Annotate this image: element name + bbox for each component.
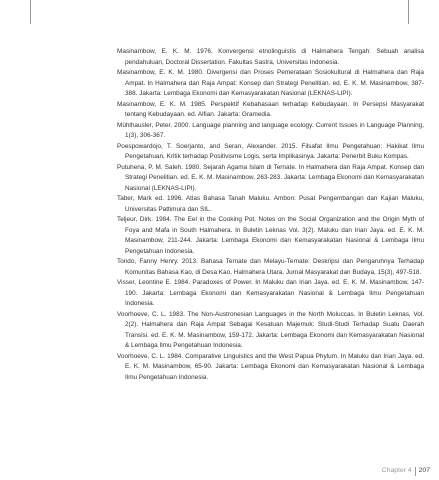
reference-entry: Mühlhausler, Peter. 2000. Language planning and language ecology. Current Issues in Language Planning, 1(3), 306-367. [117, 121, 424, 140]
reference-entry: Visser, Leontine E. 1984. Paradoxes of Power. In Maluku dan Irian Jaya. ed. E. K. M. Masinambow, 147-190. Jakarta: Lembaga Ekonomi dan Kemasyarakatan Nasional & Lembaga Ilmu Pengetahuan Indonesia. [117, 279, 424, 308]
reference-entry: Poespowardojo, T. Soerjanto, and Seran, Alexander. 2015. Filsafat Ilmu Pengetahuan: Hakikat Ilmu Pengetahuan, Kritik terhadap Positivisme Logis, serta Implikasinya. Jakarta: Penerbit Buku Kompas. [117, 142, 424, 161]
reference-entry: Teljeur, Dirk. 1984. The Eel in the Cooking Pot. Notes on the Social Organization and the Origin Myth of Foya and Mafa in South Halmahera. In Buletin Leknas Vol. 3(2). Maluku dan Irian Jaya. ed. E. K. M. Masinambow, 211-244. Jakarta: Lembaga Ekonomi dan Kemasyarakatan Nasional & Lembaga Ilmu Pengetahuan Indonesia. [117, 216, 424, 255]
reference-entry: Taber, Mark ed. 1996. Atlas Bahasa Tanah Maluku. Ambon: Pusat Pengembangan dan Kajian Maluku, Universitas Pattimura dan SIL. [117, 195, 424, 213]
chapter-label: Chapter 4 [381, 467, 412, 474]
reference-entry: Voorhoeve, C. L. 1983. The Non-Austronesian Languages in the North Moluccas. In Buletin Leknas, Vol. 2(2). Halmahera dan Raja Ampat Sebagai Kesatuan Majemuk: Studi-Studi Terhadap Suatu Daerah Transisi. ed. E. K. M. Masinambow, 159-172. Jakarta: Lembaga Ekonomi dan Kemasyarakatan Nasional & Lembaga Ilmu Pengetahuan Indonesia. [117, 310, 424, 350]
reference-entry: Putuhena, P. M. Saleh. 1980. Sejarah Agama Islam di Ternate. In Halmahera dan Raja Ampat. Konsep dan Strategi Penelitian. ed. E. K. M. Masinambow, 263-283. Jakarta: Lembaga Ekonomi dan Kemasyarakatan Nasional (LEKNAS-LIPI). [117, 163, 424, 192]
reference-entry: Masinambow, E. K. M. 1976. Konvergensi etnolinguistis di Halmahera Tengah: Sebuah analisa pendahuluan, Doctoral Dissertation. Fakultas Sastra, Universitas Indonesia. [117, 48, 424, 66]
reference-entry: Voorhoeve, C. L. 1984. Comparative Linguistics and the West Papua Phylum. In Maluku dan Irian Jaya. ed. E. K. M. Masinambow, 65-90. Jakarta: Lembaga Ekonomi dan Kemasyarakatan Nasional & Lembaga Ilmu Pengetahuan Indonesia. [117, 352, 424, 381]
reference-entry: Masinambow, E. K. M. 1985. Perspektif Kebahasaan terhadap Kebudayaan. In Persepsi Masyarakat tentang Kebudayaan. ed. Alfian. Jakarta: Gramedia. [117, 100, 424, 119]
crop-mark-left [30, 0, 31, 24]
page-number: 207 [418, 467, 430, 474]
reference-entry: Tondo, Fanny Henry. 2013. Bahasa Ternate dan Melayu-Ternate: Deskripsi dan Pengaruhnya Terhadap Komunitas Bahasa Kao, di Desa Kao, Halmahera Utara. Jurnal Masyarakat dan Budaya, 15(3), 497-518. [117, 258, 424, 276]
reference-entry: Masinambow, E. K. M. 1980. Divergensi dan Proses Pemerataan Sosiokultural di Halmahera dan Raja Ampat. In Halmahera dan Raja Ampat: Konsep dan Strategi Penelitian. ed. E. K. M. Masinambow, 387-388. Jakarta: Lembaga Ekonomi dan Kemasyarakatan Nasional (LEKNAS-LIPI). [117, 69, 424, 98]
page-footer [382, 466, 430, 476]
reference-list [117, 47, 424, 384]
crop-mark-right [408, 0, 409, 24]
